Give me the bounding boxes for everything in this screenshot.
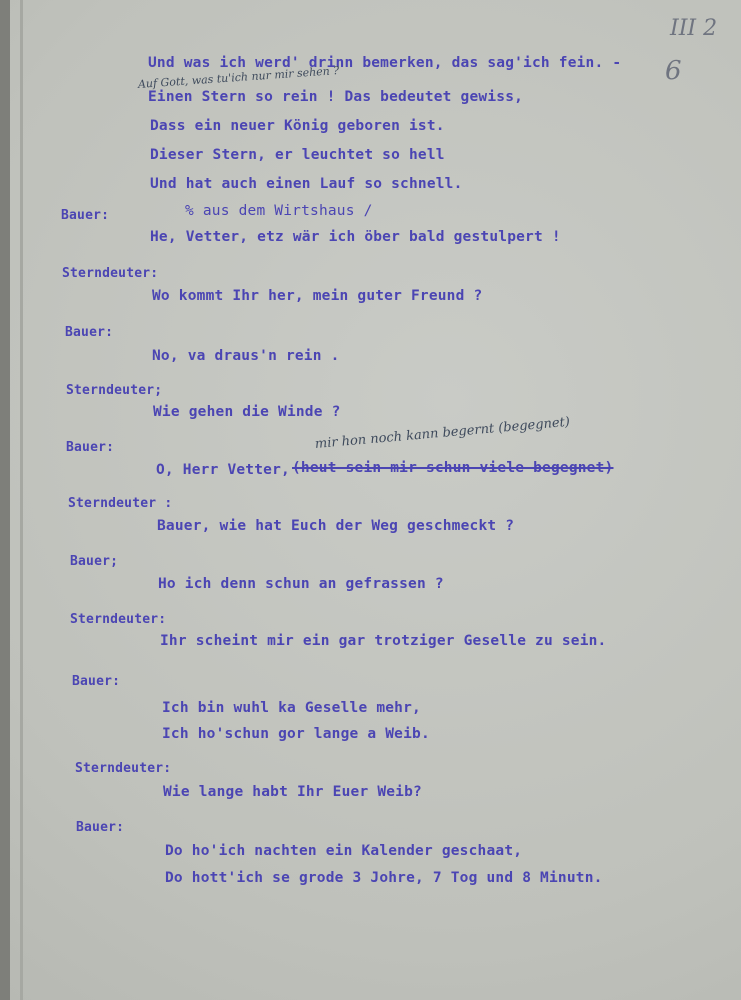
handwritten-annotation: Auf Gott, was tu'ich nur mir sehen ? xyxy=(137,63,340,91)
notebook-binding xyxy=(0,0,10,1000)
speaker-label: Bauer: xyxy=(72,674,121,689)
speaker-label: Bauer; xyxy=(70,554,119,569)
speaker-label: Sterndeuter; xyxy=(66,383,163,398)
text-line: Einen Stern so rein ! Das bedeutet gewiss, xyxy=(148,89,524,105)
text-line: No, va draus'n rein . xyxy=(152,348,340,364)
text-line: Wie lange habt Ihr Euer Weib? xyxy=(163,784,422,800)
text-line: He, Vetter, etz wär ich öber bald gestulpert ! xyxy=(150,229,561,245)
speaker-label: Sterndeuter: xyxy=(70,612,167,627)
text-line: Dass ein neuer König geboren ist. xyxy=(150,118,445,134)
speaker-label: Bauer: xyxy=(66,440,115,455)
typed-page xyxy=(10,0,741,1000)
text-line: Und was ich werd' drinn bemerken, das sag'ich fein. - xyxy=(148,55,622,71)
speaker-label: Sterndeuter: xyxy=(75,761,172,776)
text-line: O, Herr Vetter, xyxy=(156,462,290,478)
text-line: Do ho'ich nachten ein Kalender geschaat, xyxy=(165,843,523,859)
folio-number-top: III 2 xyxy=(670,16,718,41)
speaker-label: Bauer: xyxy=(61,208,110,223)
text-line: Dieser Stern, er leuchtet so hell xyxy=(150,147,445,163)
text-line: Wo kommt Ihr her, mein guter Freund ? xyxy=(152,288,483,304)
speaker-label: Bauer: xyxy=(76,820,125,835)
speaker-label: Bauer: xyxy=(65,325,114,340)
text-line: Und hat auch einen Lauf so schnell. xyxy=(150,176,463,192)
text-line: Ich ho'schun gor lange a Weib. xyxy=(162,726,430,742)
handwritten-correction: mir hon noch kann begernt (begegnet) xyxy=(314,414,571,452)
folio-number-bottom: 6 xyxy=(665,56,682,86)
text-line: Ho ich denn schun an gefrassen ? xyxy=(158,576,444,592)
text-line: Do hott'ich se grode 3 Johre, 7 Tog und 8 Minutn. xyxy=(165,870,603,886)
speaker-label: Sterndeuter: xyxy=(62,266,159,281)
stage-direction: % aus dem Wirtshaus / xyxy=(185,203,373,219)
page-edge xyxy=(20,0,23,1000)
text-line: Ihr scheint mir ein gar trotziger Geselle zu sein. xyxy=(160,633,607,649)
text-line: Ich bin wuhl ka Geselle mehr, xyxy=(162,700,421,716)
text-line: Bauer, wie hat Euch der Weg geschmeckt ? xyxy=(157,518,515,534)
speaker-label: Sterndeuter : xyxy=(68,496,173,511)
struck-text: (heut sein mir schun viele begegnet) xyxy=(292,460,614,476)
text-line: Wie gehen die Winde ? xyxy=(153,404,341,420)
